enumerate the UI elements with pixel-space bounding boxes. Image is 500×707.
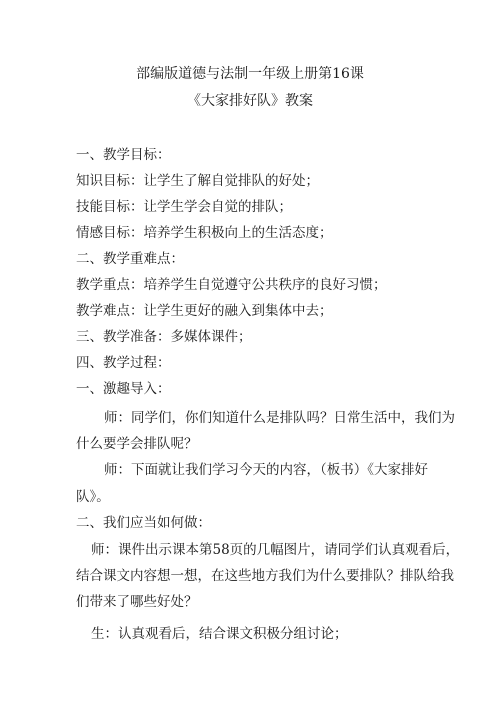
skill-objective: 技能目标：让学生学会自觉的排队； — [76, 199, 292, 215]
paragraph-line: 师：课件出示课本第58页的几幅图片，请同学们认真观看后， — [91, 542, 460, 558]
subsection-heading-how: 二、我们应当如何做： — [76, 515, 211, 531]
paragraph-line: 师：下面就让我们学习今天的内容，（板书）《大家排好 — [104, 462, 428, 478]
teaching-difficulty: 教学难点：让学生更好的融入到集体中去； — [76, 303, 333, 319]
section-heading-process: 四、教学过程： — [76, 355, 171, 371]
paragraph-line: 结合课文内容想一想，在这些地方我们为什么要排队？排队给我 — [76, 568, 454, 584]
section-heading-objectives: 一、教学目标： — [76, 147, 171, 163]
section-heading-preparation: 三、教学准备：多媒体课件； — [76, 329, 252, 345]
subsection-heading-intro: 一、激趣导入： — [76, 381, 171, 397]
section-heading-key-points: 二、教学重难点： — [76, 251, 184, 267]
paragraph-line: 什么要学会排队呢？ — [76, 436, 198, 452]
paragraph-line: 师：同学们，你们知道什么是排队吗？日常生活中，我们为 — [104, 410, 455, 426]
paragraph-line: 队》。 — [76, 489, 110, 505]
document-title-line1: 部编版道德与法制一年级上册第16课 — [136, 66, 364, 82]
emotion-objective: 情感目标：培养学生积极向上的生活态度； — [76, 225, 333, 241]
teaching-key-point: 教学重点：培养学生自觉遵守公共秩序的良好习惯； — [76, 277, 387, 293]
document-title-line2: 《大家排好队》教案 — [187, 93, 313, 109]
paragraph-line: 们带来了哪些好处？ — [76, 594, 198, 610]
knowledge-objective: 知识目标：让学生了解自觉排队的好处； — [76, 173, 319, 189]
paragraph-line: 生：认真观看后，结合课文积极分组讨论； — [91, 626, 348, 642]
